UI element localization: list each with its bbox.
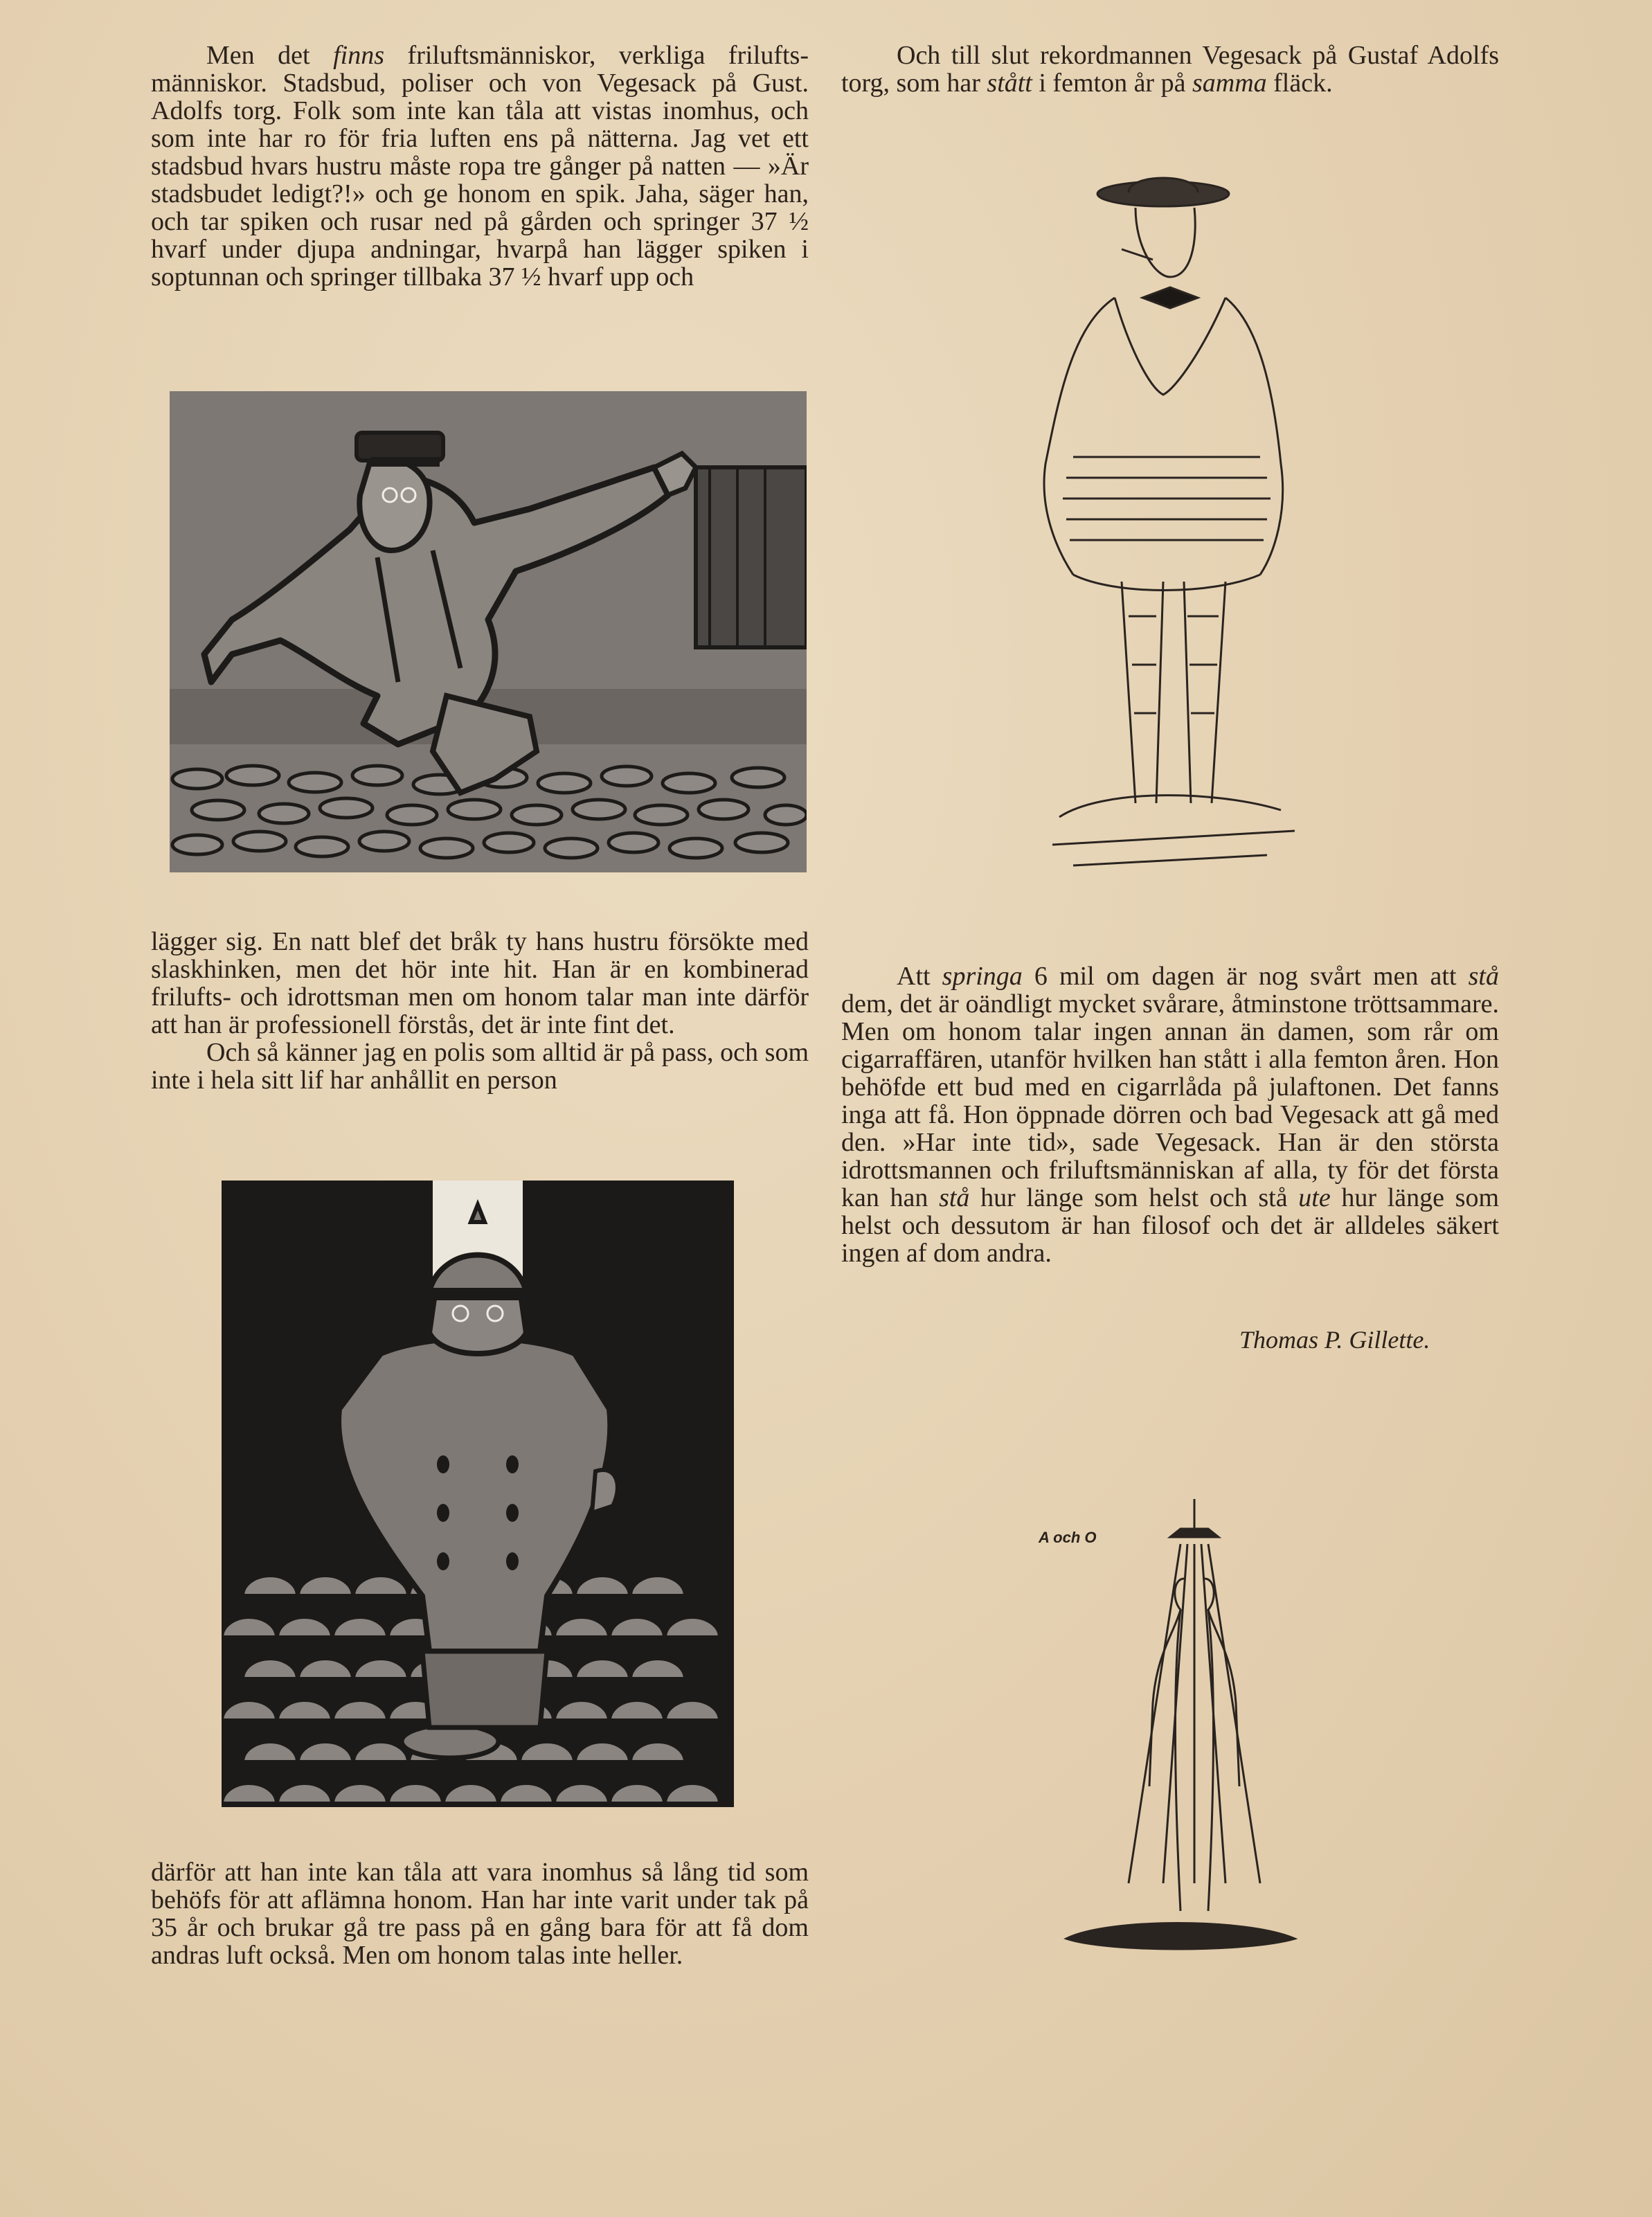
emphasis-statt: stått xyxy=(987,69,1032,98)
right-column-paragraph-2: Att springa 6 mil om dagen är nog svårt men att stå dem, det är oändligt mycket svårare, åtminstone tröttsammare. Men om honom talar ingen annan än damen, som rår om cigarraffären, utanför hvilken han stått i alla femton åren. Hon behöfde ett bud med en cigarrlåda på julaftonen. Det fanns inga att få. Hon öppnade dörren och bad Vegesack att gå med den. »Har inte tid», sade Vegesack. Han är den största idrottsmannen och friluftsmänniskan af alla, ty för det första kan han stå hur länge som helst och stå ute hur länge som helst och dessutom är han filosof och det är alldeles säkert ingen af dom andra. xyxy=(841,962,1500,1268)
illustration-vegesack-standing xyxy=(1032,166,1295,886)
right-column-paragraph-1: Och till slut rekordmannen Vegesack på Gustaf Adolfs torg, som har stått i femton år på samma fläck. xyxy=(841,41,1499,98)
emphasis-samma: samma xyxy=(1192,69,1267,98)
illustration-policeman xyxy=(222,1181,734,1807)
monogram-label: A och O xyxy=(1039,1529,1097,1546)
author-signature: Thomas P. Gillette. xyxy=(1239,1326,1430,1354)
emphasis-sta-1: stå xyxy=(1468,962,1499,991)
emphasis-springa: springa xyxy=(942,962,1023,991)
emphasis-sta-2: stå xyxy=(939,1183,970,1212)
left-column-paragraph-4: därför att han inte kan tåla att vara inomhus så lång tid som behöfs för att aflämna honom. Han har inte varit under tak på 35 år och brukar gå tre pass på en gång bara för att få dom andras luft också. Men om honom talas inte heller. xyxy=(151,1858,809,1970)
left-column-paragraph-3: Och så känner jag en polis som alltid är på pass, och som inte i hela sitt lif har anhållit en person xyxy=(151,1038,809,1095)
emphasis-ute: ute xyxy=(1298,1183,1331,1212)
illustration-running-porter xyxy=(170,391,807,872)
left-column-paragraph-1: Men det finns friluftsmänniskor, verkliga frilufts-människor. Stadsbud, poliser och von Vegesack på Gust. Adolfs torg. Folk som inte kan tåla att vistas inomhus, och som inte har ro för fria luften ens på nätterna. Jag vet ett stadsbud hvars hustru måste ropa tre gånger på natten — »Är stadsbudet ledigt?!» och ge honom en spik. Jaha, säger han, och tar spiken och rusar ned på gården och springer 37 ½ hvarf under djupa andningar, hvarpå han lägger spiken i soptunnan och springer tillbaka 37 ½ hvarf upp och xyxy=(151,41,809,291)
illustration-shower-figure xyxy=(1052,1496,1302,1959)
emphasis-finns: finns xyxy=(333,41,385,70)
left-column-paragraph-2: lägger sig. En natt blef det bråk ty hans hustru försökte med slaskhinken, men det hör inte hit. Han är en kombinerad frilufts- och idrottsman men om honom talar man inte därför att han är professionell förstås, det är inte fint det. Och så känner jag en polis som alltid är på pass, och som inte i hela sitt lif har anhållit en person xyxy=(151,927,809,1095)
